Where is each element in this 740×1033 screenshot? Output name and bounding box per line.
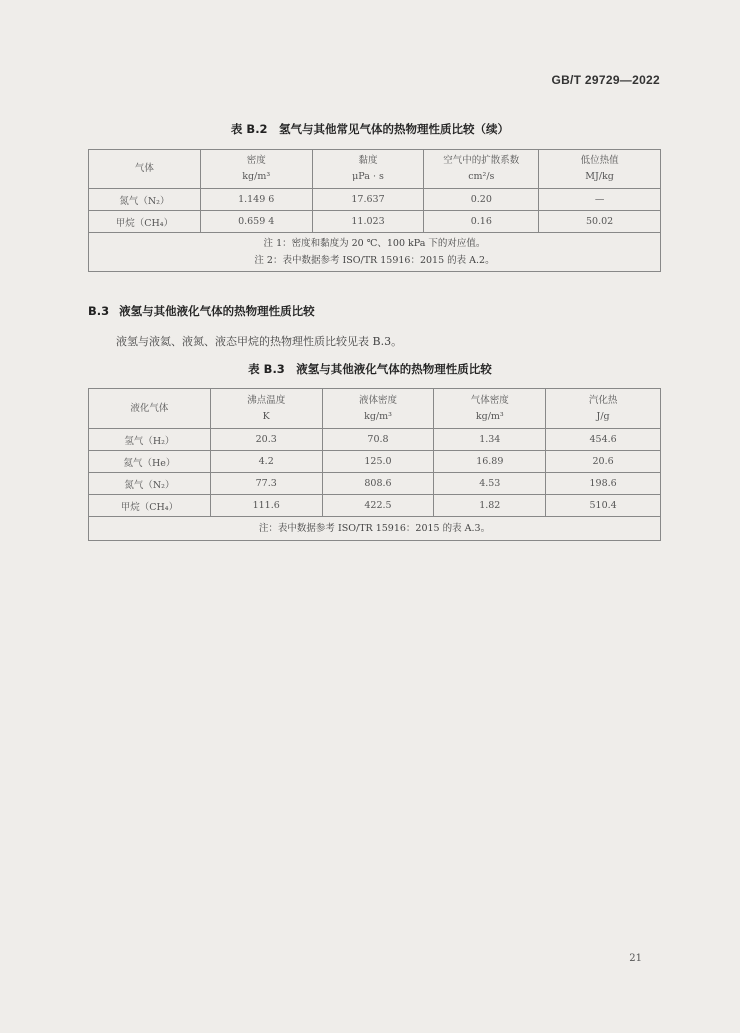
- page-number: 21: [629, 953, 642, 964]
- table-cell: 20.3: [210, 429, 322, 451]
- section-heading: [88, 303, 315, 319]
- table-note: 注 2：表中数据参考 ISO/TR 15916：2015 的表 A.2。: [254, 255, 495, 266]
- table-cell: 808.6: [322, 473, 434, 495]
- table-cell: 510.4: [546, 495, 661, 517]
- table-header-row: [89, 389, 661, 429]
- table-cell: 198.6: [546, 473, 661, 495]
- table-cell: 11.023: [312, 211, 424, 233]
- table-cell: 16.89: [434, 451, 546, 473]
- header-cell: 液体密度 kg/m³: [322, 389, 434, 429]
- table-header-row: [89, 150, 661, 189]
- table-cell: 77.3: [210, 473, 322, 495]
- table-cell: 4.2: [210, 451, 322, 473]
- table-notes: [89, 517, 661, 541]
- table-row: [89, 211, 661, 233]
- table-cell: 454.6: [546, 429, 661, 451]
- header-cell: 空气中的扩散系数 cm²/s: [424, 150, 539, 189]
- header-cell: 黏度 μPa · s: [312, 150, 424, 189]
- table-b2-caption: 表 B.2 氢气与其他常见气体的热物理性质比较（续）: [230, 122, 510, 136]
- header-cell: 低位热值 MJ/kg: [539, 150, 661, 189]
- section-title: 液氢与其他液化气体的热物理性质比较: [119, 304, 315, 318]
- table-cell: —: [539, 189, 661, 211]
- table-cell: 17.637: [312, 189, 424, 211]
- section-number: B.3: [88, 304, 110, 318]
- table-cell: 0.659 4: [200, 211, 312, 233]
- table-cell: 1.34: [434, 429, 546, 451]
- table-b2: [88, 149, 661, 272]
- table-cell: 甲烷（CH₄）: [89, 495, 211, 517]
- table-cell: 4.53: [434, 473, 546, 495]
- header-cell: 气体: [89, 150, 201, 189]
- table-cell: 70.8: [322, 429, 434, 451]
- table-b3: [88, 388, 661, 541]
- table-cell: 0.16: [424, 211, 539, 233]
- table-cell: 50.02: [539, 211, 661, 233]
- header-cell: 汽化热 J/g: [546, 389, 661, 429]
- header-cell: 气体密度 kg/m³: [434, 389, 546, 429]
- table-notes-row: [89, 233, 661, 272]
- table-cell: 氢气（H₂）: [89, 429, 211, 451]
- table-cell: 422.5: [322, 495, 434, 517]
- table-row: [89, 429, 661, 451]
- table-cell: 甲烷（CH₄）: [89, 211, 201, 233]
- table-cell: 1.82: [434, 495, 546, 517]
- table-cell: 氮气（N₂）: [89, 473, 211, 495]
- header-cell: 沸点温度 K: [210, 389, 322, 429]
- section-paragraph: 液氢与液氦、液氮、液态甲烷的热物理性质比较见表 B.3。: [116, 335, 403, 348]
- table-cell: 125.0: [322, 451, 434, 473]
- table-cell: 1.149 6: [200, 189, 312, 211]
- table-row: [89, 451, 661, 473]
- table-cell: 20.6: [546, 451, 661, 473]
- table-b3-caption: 表 B.3 液氢与其他液化气体的热物理性质比较: [248, 362, 492, 376]
- table-row: [89, 473, 661, 495]
- table-cell: 111.6: [210, 495, 322, 517]
- table-note: 注 1：密度和黏度为 20 ℃、100 kPa 下的对应值。: [263, 238, 486, 249]
- standard-number: GB/T 29729—2022: [551, 73, 660, 87]
- table-notes-row: [89, 517, 661, 541]
- table-notes: [89, 233, 661, 272]
- header-cell: 液化气体: [89, 389, 211, 429]
- table-note: 注：表中数据参考 ISO/TR 15916：2015 的表 A.3。: [258, 523, 491, 534]
- table-cell: 氦气（He）: [89, 451, 211, 473]
- table-row: [89, 495, 661, 517]
- header-cell: 密度 kg/m³: [200, 150, 312, 189]
- table-cell: 氮气（N₂）: [89, 189, 201, 211]
- table-cell: 0.20: [424, 189, 539, 211]
- table-row: [89, 189, 661, 211]
